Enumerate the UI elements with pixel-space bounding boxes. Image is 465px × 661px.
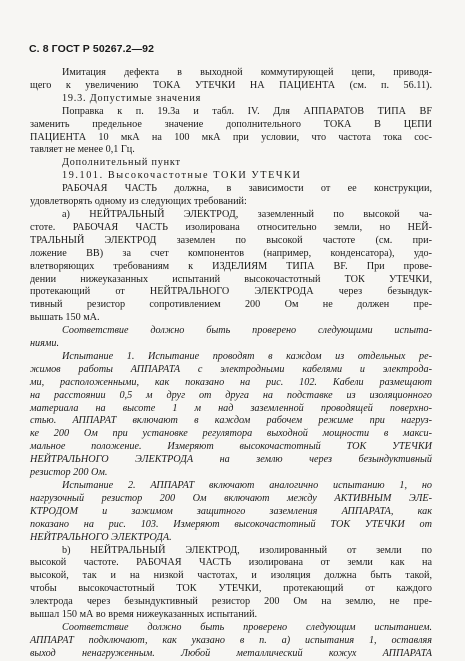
text-line: Испытание 1. Испытание проводят в каждом из отдельных ре- xyxy=(62,350,432,362)
text-line: 19.101. Высокочастотные ТОКИ УТЕЧКИ xyxy=(62,170,302,182)
text-line: Дополнительный пункт xyxy=(62,157,181,169)
document-body xyxy=(30,67,432,661)
text-line: а) НЕЙТРАЛЬНЫЙ ЭЛЕКТРОД, заземленный по высокой ча- xyxy=(62,208,432,220)
text-line: ложение ВВ) за счет компонентов (например, конденсатора), удо- xyxy=(30,247,432,259)
text-line: Имитация дефекта в выходной коммутирующей цепи, приводя- xyxy=(62,67,432,78)
text-line: Соответствие должно быть проверено следующими испыта- xyxy=(62,325,432,337)
text-line: щего к увеличению ТОКА УТЕЧКИ НА ПАЦИЕНТА (см. п. 56.11). xyxy=(30,79,432,91)
text-line: ПАЦИЕНТА 10 мкА на 100 мкА при условии, что частота тока сос- xyxy=(30,131,432,143)
text-line: заменить предельное значение дополнительного ТОКА В ЦЕПИ xyxy=(30,118,432,130)
text-line: НЕЙТРАЛЬНОГО ЭЛЕКТРОДА на землю через безындуктивный xyxy=(30,454,432,466)
text-line: стью. АППАРАТ включают в каждом рабочем режиме при нагруз- xyxy=(30,415,432,427)
text-line: ниями. xyxy=(30,338,60,350)
text-line: высокой частоте. РАБОЧАЯ ЧАСТЬ изолирована от земли как на xyxy=(30,557,432,569)
text-line: высокой, так и на низкой частотах, и изоляция должна быть такой, xyxy=(30,570,432,582)
text-line: удовлетворять одному из следующих требований: xyxy=(30,196,247,208)
page-header: С. 8 ГОСТ Р 50267.2—92 xyxy=(29,43,155,55)
text-line: тавляет не менее 0,1 Гц. xyxy=(30,144,135,156)
text-line: НЕЙТРАЛЬНОГО ЭЛЕКТРОДА. xyxy=(30,531,172,543)
text-line: тивный резистор сопротивлением 200 Ом не должен пре- xyxy=(30,299,432,311)
text-line: ми, расположенными, как показано на рис. 102. Кабели размещают xyxy=(30,376,432,388)
text-line: стоте. РАБОЧАЯ ЧАСТЬ изолирована относительно земли, но НЕЙ- xyxy=(30,221,432,233)
text-line: КТРОДОМ и зажимом защитного заземления АППАРАТА, как xyxy=(30,505,432,517)
text-line: вышать 150 мА. xyxy=(30,312,100,324)
text-line: показано на рис. 103. Измеряют высокочастотный ТОК УТЕЧКИ от xyxy=(30,518,432,530)
text-line: Испытание 2. АППАРАТ включают аналогично испытанию 1, но xyxy=(62,480,432,491)
text-line: нагрузочный резистор 200 Ом включают между АКТИВНЫМ ЭЛЕ- xyxy=(30,492,432,504)
text-line: АППАРАТ подключают, как указано в п. а) испытания 1, оставляя xyxy=(30,634,432,646)
text-line: на расстоянии 0,5 м друг от друга на подставке из изоляционного xyxy=(30,389,432,401)
text-line: 19.3. Допустимые значения xyxy=(62,92,202,104)
text-line: резистор 200 Ом. xyxy=(30,467,108,479)
text-line: электрода через безындуктивный резистор 200 Ом на землю, не пре- xyxy=(30,596,432,608)
text-line: жимов работы АППАРАТА с электродными кабелями и электрода- xyxy=(30,363,432,375)
text-line: материала на высоте 1 м над заземленной проводящей поверхно- xyxy=(30,402,432,414)
text-line: вышал 150 мА во время нижеуказанных испытаний. xyxy=(30,609,258,621)
text-line: ТРАЛЬНЫЙ ЭЛЕКТРОД заземлен по высокой частоте (см. при- xyxy=(30,234,432,246)
text-line: РАБОЧАЯ ЧАСТЬ должна, в зависимости от ее конструкции, xyxy=(62,183,432,195)
text-line: чтобы высокочастотный ТОК УТЕЧКИ, протекающий от каждого xyxy=(30,583,432,595)
text-line: ке 200 Ом при установке регулятора выходной мощности в макси- xyxy=(30,428,432,440)
text-line: протекающий от НЕЙТРАЛЬНОГО ЭЛЕКТРОДА через безындук- xyxy=(30,286,432,298)
text-line: b) НЕЙТРАЛЬНЫЙ ЭЛЕКТРОД, изолированный от земли по xyxy=(62,544,432,556)
text-line: дении нижеуказанных испытаний высокочастотный ТОК УТЕЧКИ, xyxy=(30,273,432,285)
text-line: мальное положение. Измеряют высокочастотный ТОК УТЕЧКИ xyxy=(30,441,432,453)
text-line: Соответствие должно быть проверено следующим испытанием. xyxy=(62,621,432,633)
text-line: влетворяющих требованиям к ИЗДЕЛИЯМ ТИПА BF. При прове- xyxy=(30,260,432,272)
text-line: выход ненагруженным. Любой металлический кожух АППАРАТА xyxy=(30,647,432,659)
text-line: Поправка к п. 19.3а и табл. IV. Для АППАРАТОВ ТИПА BF xyxy=(62,105,432,117)
